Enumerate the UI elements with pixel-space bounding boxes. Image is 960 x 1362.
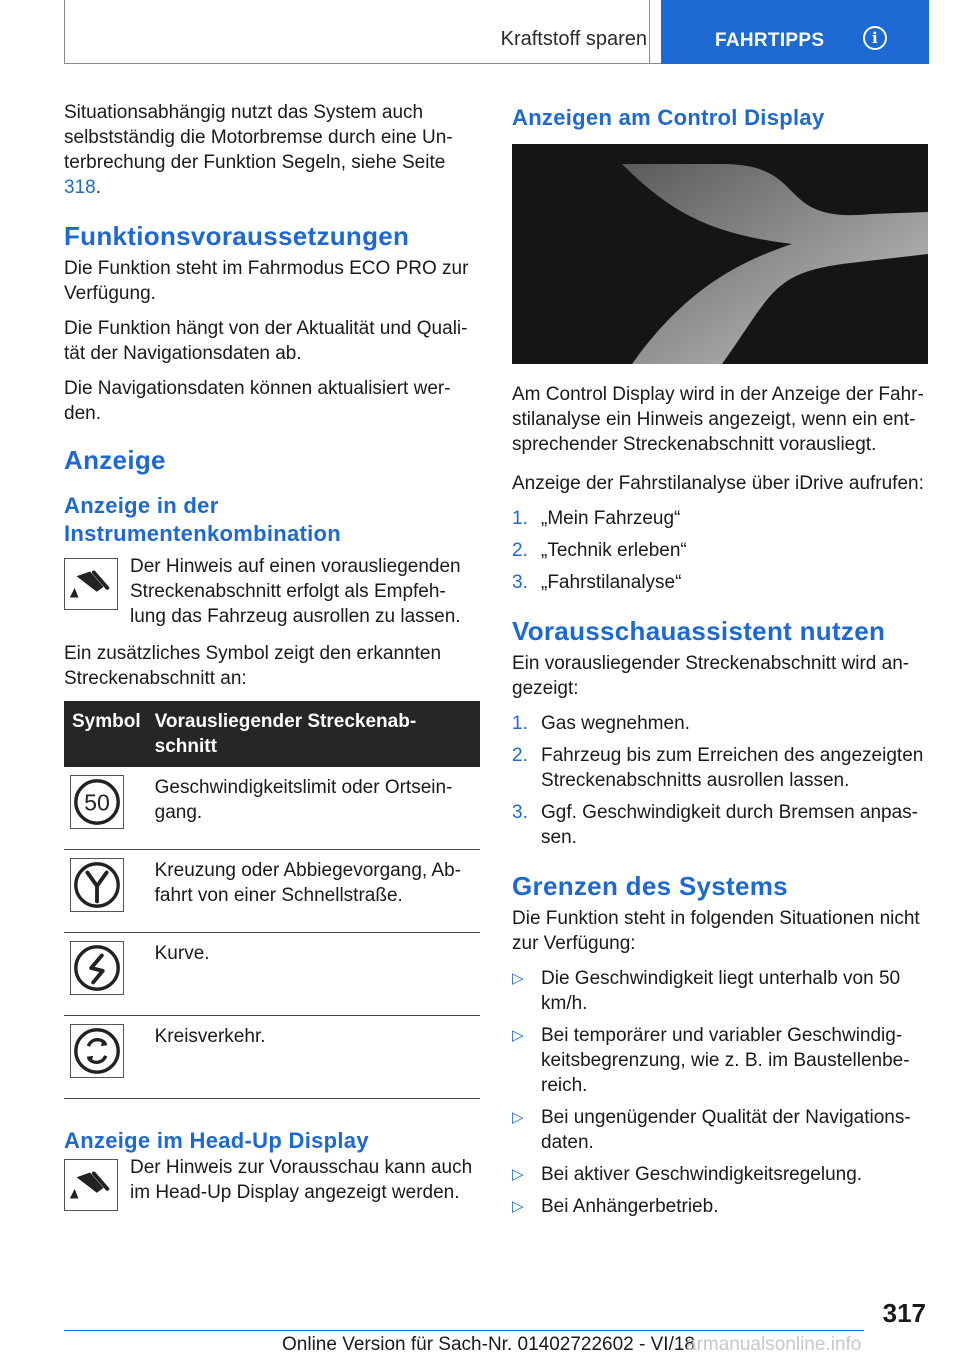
curve-icon [70, 941, 124, 995]
symbol-table [64, 701, 480, 1099]
heading-funktionsvoraussetzungen: Funktionsvoraussetzungen [64, 221, 410, 251]
bullet-triangle-icon: ▷ [512, 1109, 524, 1126]
paragraph-aktualitaet: Die Funktion hängt von der Aktualität und Quali-tät der Navigationsdaten ab. [64, 318, 468, 364]
bullet-triangle-icon: ▷ [512, 970, 524, 987]
heading-head-up-display: Anzeige im Head-Up Display [64, 1128, 369, 1153]
heading-instrumentenkombination: Anzeige in der Instrumentenkombination [64, 493, 342, 546]
grenzen-paragraph: Die Funktion steht in folgenden Situationen nicht zur Verfügung: [512, 908, 920, 954]
chapter-label: FAHRTIPPS [715, 30, 825, 51]
grenzen-list [512, 966, 928, 1219]
vorausschau-steps [512, 711, 928, 850]
table-row [64, 1016, 480, 1099]
list-item: 2. „Technik erleben“ [512, 540, 687, 561]
table-row [64, 850, 480, 933]
roundabout-icon [70, 1024, 124, 1078]
heading-control-display: Anzeigen am Control Display [512, 105, 825, 130]
hud-hint-text: Der Hinweis zur Vorausschau kann auch im Head-Up Display angezeigt werden. [130, 1157, 473, 1203]
heading-anzeige: Anzeige [64, 445, 166, 475]
bullet-triangle-icon: ▷ [512, 1027, 524, 1044]
junction-icon [70, 858, 124, 912]
table-row [64, 933, 480, 1016]
table-cell-speed-limit: Geschwindigkeitslimit oder Ortsein-gang. [147, 767, 480, 850]
bullet-triangle-icon: ▷ [512, 1198, 524, 1215]
right-column [512, 100, 928, 1231]
control-display-photo [512, 144, 928, 364]
hud-hint-block [64, 1155, 480, 1215]
instrument-hint-text: Der Hinweis auf einen vorausliegenden Streckenabschnitt erfolgt als Empfeh-lung das Fahrzeug ausrollen zu lassen. [130, 556, 461, 627]
intro-period: . [95, 177, 101, 198]
page-number: 317 [882, 1298, 926, 1328]
paragraph-navigationsdaten: Die Navigationsdaten können aktualisiert wer-den. [64, 378, 451, 424]
chapter-tab[interactable] [661, 0, 929, 64]
footer-divider [64, 1330, 864, 1331]
heading-vorausschauassistent: Vorausschauassistent nutzen [512, 616, 886, 646]
control-display-paragraph: Am Control Display wird in der Anzeige der Fahr-stilanalyse ein Hinweis angezeigt, wenn ein ent-sprechender Streckenabschnitt vorausliegt. [512, 384, 924, 455]
list-item: 1. Gas wegnehmen. [512, 713, 690, 734]
heading-grenzen: Grenzen des Systems [512, 871, 788, 901]
list-item: 3. Ggf. Geschwindigkeit durch Bremsen anpas-sen. [512, 802, 919, 848]
header-divider [649, 0, 650, 64]
list-item: 2. Fahrzeug bis zum Erreichen des angezeigten Streckenabschnitts ausrollen lassen. [512, 745, 924, 791]
list-item: 3. „Fahrstilanalyse“ [512, 572, 682, 593]
section-title: Kraftstoff sparen [500, 28, 647, 50]
list-item: ▷ Bei aktiver Geschwindigkeitsregelung. [512, 1164, 863, 1185]
info-icon[interactable]: i [863, 26, 887, 50]
idrive-steps [512, 506, 928, 595]
footer-online-version: Online Version für Sach-Nr. 01402722602 - VI/18 [282, 1334, 695, 1355]
coasting-foot-icon [64, 558, 118, 610]
intro-text: Situationsabhängig nutzt das System auch selbstständig die Motorbremse durch eine Un-terbrechung der Funktion Segeln, siehe Seite [64, 102, 453, 173]
symbol-intro: Ein zusätzliches Symbol zeigt den erkannten Streckenabschnitt an: [64, 643, 442, 689]
svg-text:50: 50 [84, 789, 110, 816]
list-item: 1. „Mein Fahrzeug“ [512, 508, 681, 529]
table-header-row [64, 701, 480, 767]
left-column [64, 100, 480, 1227]
paragraph-eco-pro: Die Funktion steht im Fahrmodus ECO PRO zur Verfügung. [64, 258, 469, 304]
instrument-hint-block [64, 554, 480, 629]
bullet-triangle-icon: ▷ [512, 1166, 524, 1183]
list-item: ▷ Bei temporärer und variabler Geschwindig-keitsbegrenzung, wie z. B. im Baustellenbe-reich. [512, 1025, 910, 1096]
coasting-foot-icon [64, 1159, 118, 1211]
table-head-symbol: Symbol [64, 701, 147, 767]
page-link-318[interactable]: 318 [64, 177, 96, 198]
vorausschau-paragraph: Ein vorausliegender Streckenabschnitt wird an-gezeigt: [512, 653, 910, 699]
table-cell-roundabout: Kreisverkehr. [147, 1016, 480, 1099]
idrive-intro: Anzeige der Fahrstilanalyse über iDrive aufrufen: [512, 473, 924, 494]
list-item: ▷ Die Geschwindigkeit liegt unterhalb von 50 km/h. [512, 968, 901, 1014]
list-item: ▷ Bei ungenügender Qualität der Navigations-daten. [512, 1107, 911, 1153]
table-cell-curve: Kurve. [147, 933, 480, 1016]
list-item: ▷ Bei Anhängerbetrieb. [512, 1196, 719, 1217]
intro-paragraph [64, 100, 480, 200]
watermark: armanualsonline.info [686, 1334, 862, 1355]
table-head-description: Vorausliegender Streckenab-schnitt [147, 701, 480, 767]
table-row [64, 767, 480, 850]
speed-limit-50-icon [70, 775, 124, 829]
table-cell-junction: Kreuzung oder Abbiegevorgang, Ab-fahrt von einer Schnellstraße. [147, 850, 480, 933]
page-header [64, 0, 928, 64]
